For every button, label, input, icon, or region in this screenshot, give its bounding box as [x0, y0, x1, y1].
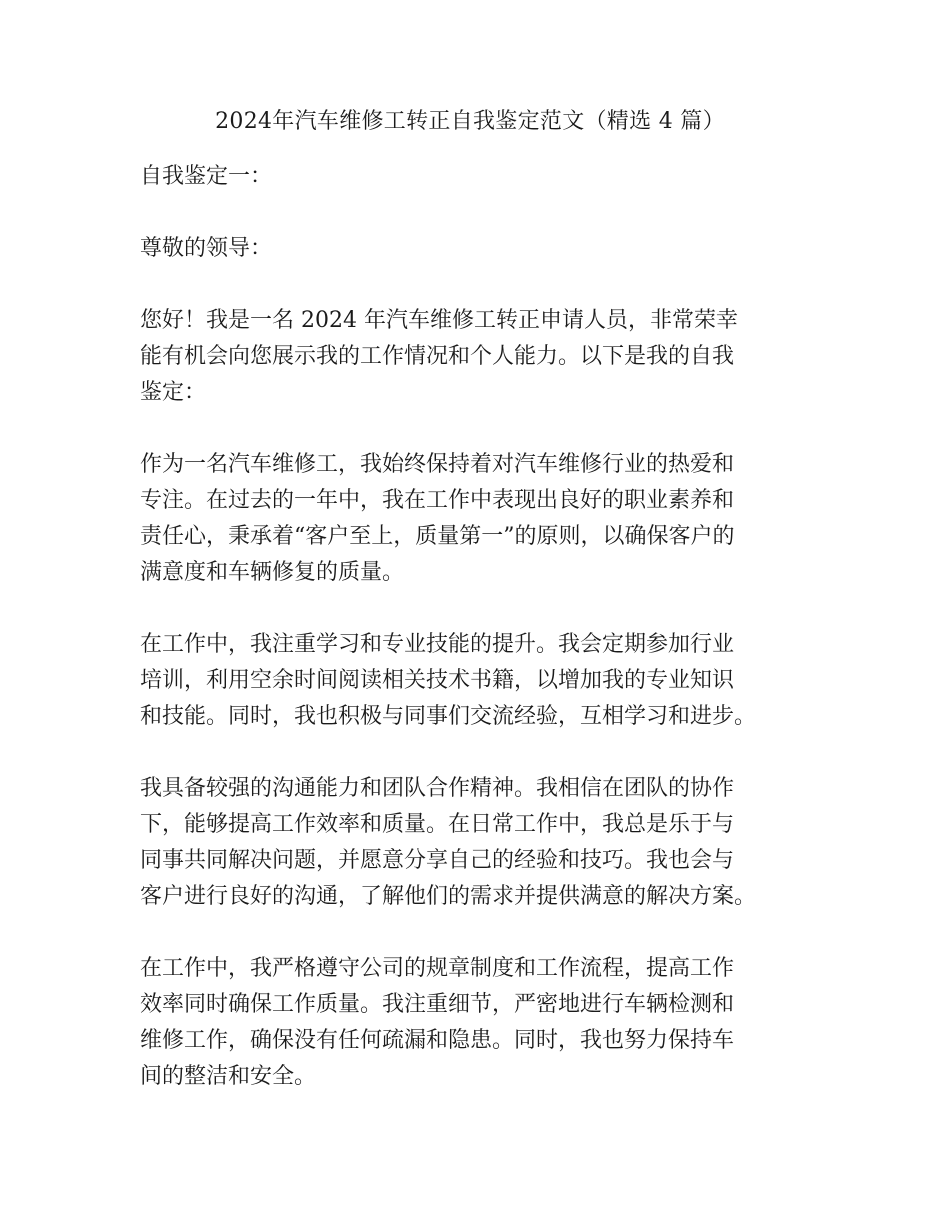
text-line: 鉴定： [140, 380, 207, 405]
paragraph-4 [140, 771, 820, 915]
text-line: 专注。在过去的一年中，我在工作中表现出良好的职业素养和 [140, 488, 735, 513]
text-line: 尊敬的领导： [140, 236, 273, 261]
document-title: 2024年汽车维修工转正自我鉴定范文（精选 4 篇） [215, 109, 725, 134]
text-line: 能有机会向您展示我的工作情况和个人能力。以下是我的自我 [140, 344, 735, 369]
section-heading [140, 159, 820, 195]
text-line: 客户进行良好的沟通，了解他们的需求并提供满意的解决方案。 [140, 884, 757, 909]
text-line: 维修工作，确保没有任何疏漏和隐患。同时，我也努力保持车 [140, 1028, 735, 1053]
paragraph-3 [140, 627, 820, 735]
paragraph-5 [140, 951, 820, 1095]
text-line: 同事共同解决问题，并愿意分享自己的经验和技巧。我也会与 [140, 848, 735, 873]
text-line: 下，能够提高工作效率和质量。在日常工作中，我总是乐于与 [140, 812, 735, 837]
text-line: 和技能。同时，我也积极与同事们交流经验，互相学习和进步。 [140, 704, 757, 729]
text-line: 责任心，秉承着“客户至上，质量第一”的原则，以确保客户的 [140, 524, 735, 549]
text-line: 满意度和车辆修复的质量。 [140, 560, 405, 585]
text-line: 培训，利用空余时间阅读相关技术书籍，以增加我的专业知识 [140, 668, 735, 693]
paragraph-2 [140, 447, 820, 591]
text-line: 作为一名汽车维修工，我始终保持着对汽车维修行业的热爱和 [140, 452, 735, 477]
text-line: 自我鉴定一： [140, 164, 273, 189]
text-line: 效率同时确保工作质量。我注重细节，严密地进行车辆检测和 [140, 992, 735, 1017]
text-line: 在工作中，我严格遵守公司的规章制度和工作流程，提高工作 [140, 956, 735, 981]
text-line: 间的整洁和安全。 [140, 1064, 317, 1089]
document-body [140, 159, 820, 1131]
text-line: 我具备较强的沟通能力和团队合作精神。我相信在团队的协作 [140, 776, 735, 801]
text-line: 您好！我是一名 2024 年汽车维修工转正申请人员，非常荣幸 [140, 308, 738, 333]
paragraph-1 [140, 303, 820, 411]
salutation [140, 231, 820, 267]
text-line: 在工作中，我注重学习和专业技能的提升。我会定期参加行业 [140, 632, 735, 657]
